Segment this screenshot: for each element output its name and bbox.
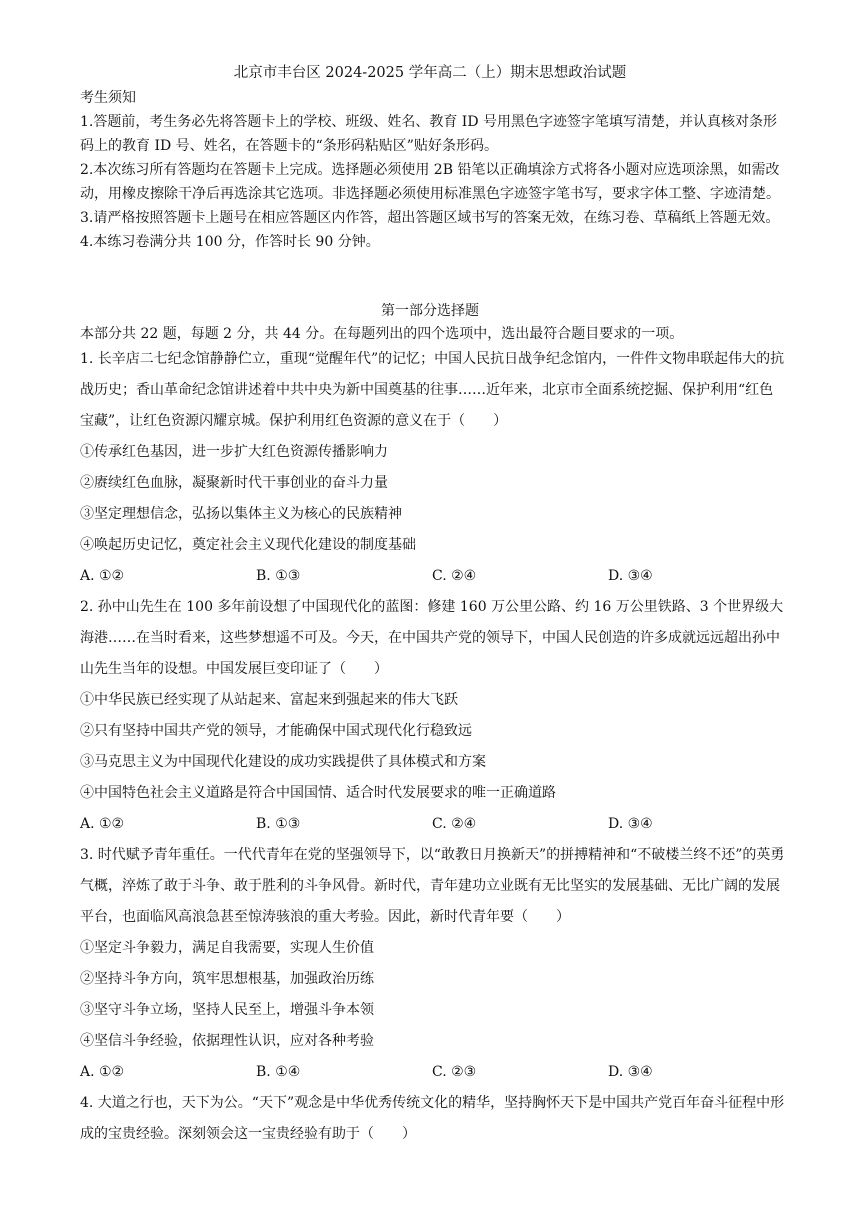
choice-b: B. ①③ xyxy=(256,816,301,832)
question-3 xyxy=(80,840,785,1088)
question-option: ②坚持斗争方向，筑牢思想根基，加强政治历练 xyxy=(80,971,374,987)
choice-a: A. ①② xyxy=(80,568,125,584)
question-option: ①中华民族已经实现了从站起来、富起来到强起来的伟大飞跃 xyxy=(80,692,458,708)
question-option: ④坚信斗争经验，依据理性认识，应对各种考验 xyxy=(80,1033,374,1049)
question-stem: 3. 时代赋予青年重任。一代代青年在党的坚强领导下，以“敢教日月换新天”的拼搏精神和“不破楼兰终不还”的英勇气概，淬炼了敢于斗争、敢于胜利的斗争风骨。新时代，青年建功立业既有无比坚实的发展基础、无比广阔的发展平台，也面临风高浪急甚至惊涛骇浪的重大考验。因此，新时代青年要（ ） xyxy=(80,847,785,925)
answer-choices xyxy=(80,809,785,840)
question-2 xyxy=(80,592,785,840)
question-option: ③坚定理想信念，弘扬以集体主义为核心的民族精神 xyxy=(80,506,402,522)
choice-b: B. ①④ xyxy=(256,1064,301,1080)
choice-c: C. ②④ xyxy=(432,568,477,584)
notice-item: 2.本次练习所有答题均在答题卡上完成。选择题必须使用 2B 铅笔以正确填涂方式将各小题对应选项涂黑，如需改动，用橡皮擦除干净后再选涂其它选项。非选择题必须使用标准黑色字迹签字笔书写，要求字体工整、字迹清楚。 xyxy=(80,162,780,202)
exam-title: 北京市丰台区 2024-2025 学年高二（上）期末思想政治试题 xyxy=(233,65,627,81)
choice-c: C. ②③ xyxy=(432,1064,477,1080)
question-option: ④中国特色社会主义道路是符合中国国情、适合时代发展要求的唯一正确道路 xyxy=(80,785,556,801)
choice-d: D. ③④ xyxy=(608,568,653,584)
notice-item: 3.请严格按照答题卡上题号在相应答题区内作答，超出答题区域书写的答案无效，在练习卷、草稿纸上答题无效。 xyxy=(80,210,780,226)
question-4 xyxy=(80,1088,785,1150)
question-stem: 4. 大道之行也，天下为公。“天下”观念是中华优秀传统文化的精华，坚持胸怀天下是中国共产党百年奋斗征程中形成的宝贵经验。深刻领会这一宝贵经验有助于（ ） xyxy=(80,1095,785,1142)
notice-item: 1.答题前，考生务必先将答题卡上的学校、班级、姓名、教育 ID 号用黑色字迹签字笔填写清楚，并认真核对条形码上的教育 ID 号、姓名，在答题卡的“条形码粘贴区”贴好条形码。 xyxy=(80,114,778,154)
question-option: ①坚定斗争毅力，满足自我需要，实现人生价值 xyxy=(80,940,374,956)
question-option: ③马克思主义为中国现代化建设的成功实践提供了具体模式和方案 xyxy=(80,754,486,770)
question-option: ②赓续红色血脉，凝聚新时代干事创业的奋斗力量 xyxy=(80,475,388,491)
choice-d: D. ③④ xyxy=(608,1064,653,1080)
choice-d: D. ③④ xyxy=(608,816,653,832)
question-1 xyxy=(80,344,785,592)
answer-choices xyxy=(80,561,785,592)
candidate-notice xyxy=(80,86,785,254)
question-list xyxy=(80,344,785,1150)
question-stem: 1. 长辛店二七纪念馆静静伫立，重现“觉醒年代”的记忆；中国人民抗日战争纪念馆内，一件件文物串联起伟大的抗战历史；香山革命纪念馆讲述着中共中央为新中国奠基的往事……近年来，北京市全面系统挖掘、保护利用“红色宝藏”，让红色资源闪耀京城。保护利用红色资源的意义在于（ ） xyxy=(80,351,785,429)
choice-b: B. ①③ xyxy=(256,568,301,584)
section-title: 第一部分选择题 xyxy=(381,303,479,319)
choice-a: A. ①② xyxy=(80,816,125,832)
question-option: ③坚守斗争立场，坚持人民至上，增强斗争本领 xyxy=(80,1002,374,1018)
answer-choices xyxy=(80,1057,785,1088)
choice-a: A. ①② xyxy=(80,1064,125,1080)
notice-heading: 考生须知 xyxy=(80,90,136,106)
question-option: ①传承红色基因，进一步扩大红色资源传播影响力 xyxy=(80,444,388,460)
section-intro: 本部分共 22 题，每题 2 分，共 44 分。在每题列出的四个选项中，选出最符合题目要求的一项。 xyxy=(80,326,684,342)
question-stem: 2. 孙中山先生在 100 多年前设想了中国现代化的蓝图：修建 160 万公里公路、约 16 万公里铁路、3 个世界级大海港……在当时看来，这些梦想遥不可及。今天，在中国共产党的领导下，中国人民创造的许多成就远远超出孙中山先生当年的设想。中国发展巨变印证了（ ） xyxy=(80,599,784,677)
notice-item: 4.本练习卷满分共 100 分，作答时长 90 分钟。 xyxy=(80,234,380,250)
question-option: ②只有坚持中国共产党的领导，才能确保中国式现代化行稳致远 xyxy=(80,723,472,739)
choice-c: C. ②④ xyxy=(432,816,477,832)
question-option: ④唤起历史记忆，奠定社会主义现代化建设的制度基础 xyxy=(80,537,416,553)
